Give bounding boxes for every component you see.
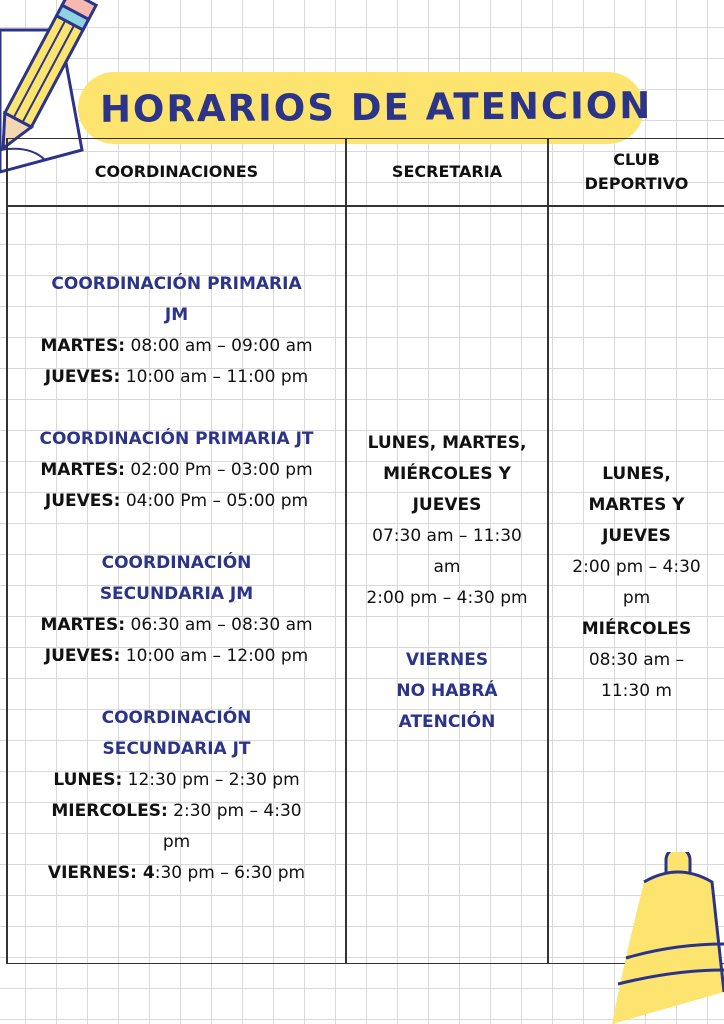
coord-title: COORDINACIÓN xyxy=(101,708,252,728)
bell-icon xyxy=(604,852,724,1024)
schedule-row xyxy=(8,610,345,641)
time-range: 11:30 m xyxy=(601,681,672,701)
day-label: JUEVES: xyxy=(44,367,121,387)
coord-secundaria-jt xyxy=(8,703,345,889)
time-range: 08:00 am – 09:00 am xyxy=(125,336,313,356)
time-range: am xyxy=(433,557,461,577)
time-range: 12:30 pm – 2:30 pm xyxy=(122,770,300,790)
schedule-row xyxy=(8,486,345,517)
time-range: 2:30 pm – 4:30 xyxy=(167,801,302,821)
day-label: JUEVES: xyxy=(44,646,121,666)
time-range: 07:30 am – 11:30 xyxy=(372,526,522,546)
schedule-row xyxy=(8,331,345,362)
secretaria-note: NO HABRÁ xyxy=(396,681,498,701)
time-range: 06:30 am – 08:30 am xyxy=(125,615,313,635)
secretaria-note: ATENCIÓN xyxy=(398,712,496,732)
coord-primaria-jm xyxy=(8,269,345,393)
coord-title: COORDINACIÓN xyxy=(101,553,252,573)
coord-secundaria-jm xyxy=(8,548,345,672)
secretaria-note: VIERNES xyxy=(405,650,489,670)
day-label: VIERNES: 4 xyxy=(47,863,155,883)
coord-title: COORDINACIÓN PRIMARIA xyxy=(51,274,302,294)
day-label: MARTES: xyxy=(40,615,126,635)
secretaria-days: LUNES, MARTES, xyxy=(367,433,527,453)
schedule-row xyxy=(8,362,345,393)
time-range: 08:30 am – xyxy=(588,650,685,670)
header-club-deportivo xyxy=(549,138,724,205)
day-label: MARTES: xyxy=(40,460,125,480)
club-days: JUEVES xyxy=(602,526,671,546)
time-range: 02:00 Pm – 03:00 pm xyxy=(124,460,313,480)
schedule-row xyxy=(8,796,345,827)
coord-title: SECUNDARIA JT xyxy=(102,739,251,759)
secretaria-days: JUEVES xyxy=(412,495,482,515)
club-days: LUNES, xyxy=(602,464,671,484)
coordinaciones-column xyxy=(8,269,345,889)
club-day: MIÉRCOLES xyxy=(581,619,692,639)
day-label: JUEVES: xyxy=(44,491,121,511)
club-days: MARTES Y xyxy=(588,495,685,515)
time-range-cont: pm xyxy=(162,832,191,852)
header-divider xyxy=(6,205,724,207)
schedule-row xyxy=(8,641,345,672)
secretaria-days: MIÉRCOLES Y xyxy=(383,464,511,484)
coord-title: SECUNDARIA JM xyxy=(99,584,254,604)
time-range: 04:00 Pm – 05:00 pm xyxy=(120,491,309,511)
time-range: :30 pm – 6:30 pm xyxy=(154,863,306,883)
time-range: pm xyxy=(622,588,651,608)
header-club-line1: CLUB xyxy=(613,149,660,169)
day-label: MARTES: xyxy=(40,336,126,356)
header-secretaria: SECRETARIA xyxy=(391,161,503,181)
schedule-row xyxy=(8,765,345,796)
time-range: 10:00 am – 12:00 pm xyxy=(120,646,309,666)
header-club-line2: DEPORTIVO xyxy=(584,173,689,193)
club-column xyxy=(549,459,724,707)
header-coordinaciones: COORDINACIONES xyxy=(94,161,259,181)
day-label: LUNES: xyxy=(53,770,123,790)
page-title: HORARIOS DE ATENCION xyxy=(99,83,653,131)
day-label: MIERCOLES: xyxy=(51,801,168,821)
time-range: 10:00 am – 11:00 pm xyxy=(120,367,309,387)
schedule-row xyxy=(8,858,345,889)
coord-primaria-jt xyxy=(8,424,345,517)
coord-title: COORDINACIÓN PRIMARIA JT xyxy=(39,429,314,449)
secretaria-column xyxy=(347,428,547,738)
time-range: 2:00 pm – 4:30 xyxy=(572,557,701,577)
schedule-row xyxy=(8,455,345,486)
coord-title: JM xyxy=(164,305,189,325)
time-range: 2:00 pm – 4:30 pm xyxy=(366,588,528,608)
